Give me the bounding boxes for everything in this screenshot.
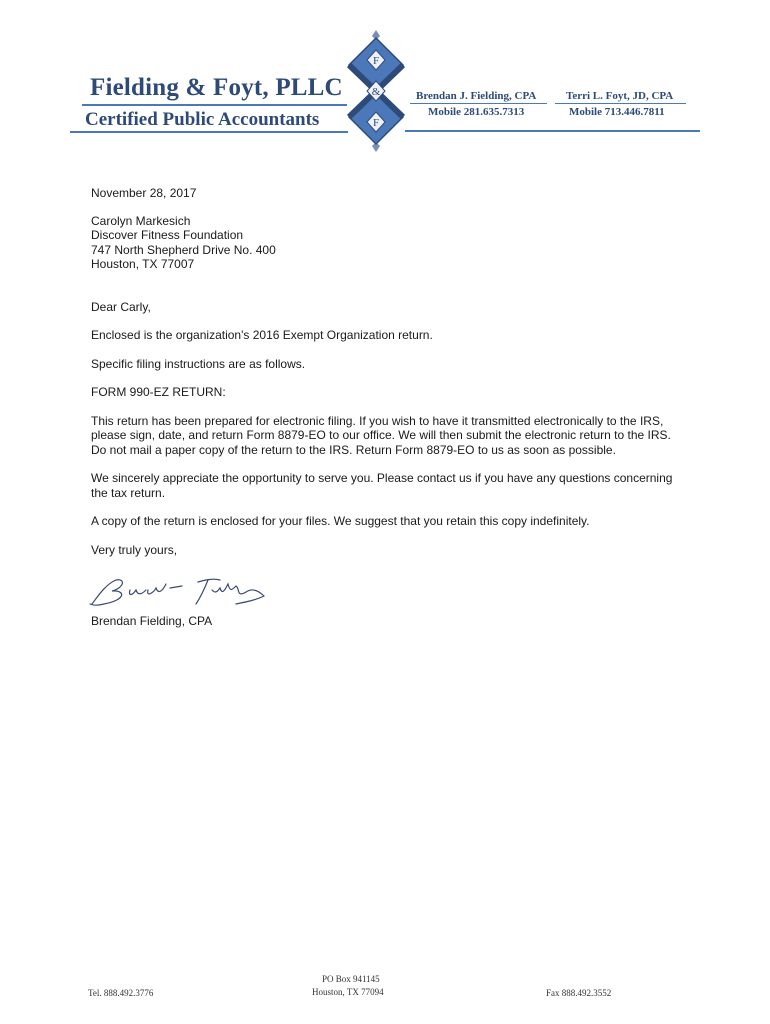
recipient-name: Carolyn Markesich: [91, 213, 191, 228]
footer-po-box: PO Box 941145: [322, 974, 380, 984]
footer-city: Houston, TX 77094: [312, 987, 384, 997]
salutation: Dear Carly,: [91, 299, 151, 314]
letterhead-rule: [82, 104, 347, 106]
letter-paragraph: We sincerely appreciate the opportunity to serve you. Please contact us if you have any questions concerning the tax return.: [91, 471, 673, 500]
letter-paragraph: Specific filing instructions are as follows.: [91, 356, 306, 371]
recipient-address: [91, 214, 681, 272]
partner-rule: [405, 130, 700, 132]
firm-name: Fielding & Foyt, PLLC: [90, 74, 343, 101]
firm-emblem-logo: [345, 30, 407, 152]
handwritten-signature: [86, 574, 276, 612]
recipient-city: Houston, TX 77007: [91, 257, 195, 271]
letter-paragraph: This return has been prepared for electronic filing. If you wish to have it transmitted electronically to the IRS, please sign, date, and return Form 8879-EO to our office. We will then submit the electronic return to the IRS. Do not mail a paper copy of the return to the IRS. Return Form 8879-EO to us as soon as possible.: [91, 413, 671, 457]
emblem-letter: F: [372, 55, 380, 67]
partner-phone: Mobile 281.635.7313: [428, 106, 525, 118]
emblem-letter: F: [372, 117, 380, 129]
footer-fax: Fax 888.492.3552: [546, 988, 612, 998]
partner-name: Brendan J. Fielding, CPA: [416, 90, 537, 102]
closing: Very truly yours,: [91, 542, 178, 557]
partner-name: Terri L. Foyt, JD, CPA: [566, 90, 674, 102]
letter-body: [91, 186, 681, 571]
letter-paragraph: Enclosed is the organization's 2016 Exempt Organization return.: [91, 328, 433, 342]
letterhead-rule: [70, 131, 348, 133]
footer-phone: Tel. 888.492.3776: [88, 988, 154, 998]
recipient-street: 747 North Shepherd Drive No. 400: [91, 242, 276, 257]
form-heading: FORM 990-EZ RETURN:: [91, 385, 226, 399]
letter-date: November 28, 2017: [91, 186, 197, 200]
firm-subtitle: Certified Public Accountants: [85, 109, 320, 130]
partner-phone: Mobile 713.446.7811: [569, 106, 665, 118]
emblem-letter: &: [371, 86, 381, 98]
letter-paragraph: A copy of the return is enclosed for your files. We suggest that you retain this copy indefinitely.: [91, 514, 590, 528]
recipient-org: Discover Fitness Foundation: [91, 228, 244, 242]
signer-name: Brendan Fielding, CPA: [91, 614, 213, 628]
